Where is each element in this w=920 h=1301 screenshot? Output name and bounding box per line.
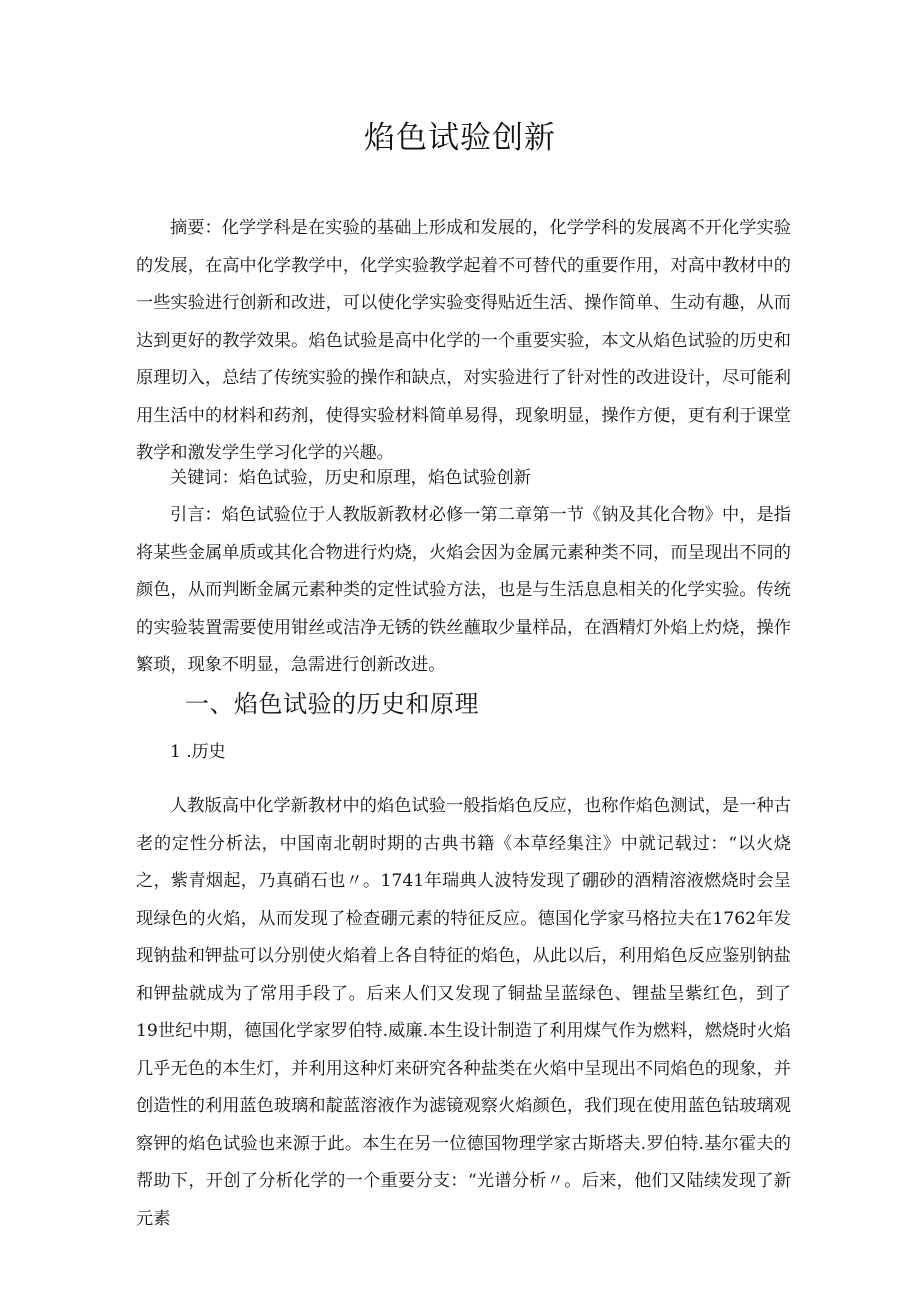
section-heading-history-principle: 一、焰色试验的历史和原理 [185, 690, 479, 718]
document-title: 焰色试验创新 [364, 120, 556, 156]
introduction-paragraph: 引言：焰色试验位于人教版新教材必修一第二章第一节《钠及其化合物》中，是指将某些金属单质或其化合物进行灼烧，火焰会因为金属元素种类不同，而呈现出不同的颜色，从而判断金属元素种类的定性试验方法，也是与生活息息相关的化学实验。传统的实验装置需要使用钳丝或洁净无锈的铁丝蘸取少量样品，在酒精灯外焰上灼烧，操作繁琐，现象不明显，急需进行创新改进。 [136, 505, 791, 675]
subsection-heading-history: 1 .历史 [170, 742, 226, 762]
keywords-paragraph: 关键词：焰色试验，历史和原理，焰色试验创新 [170, 468, 531, 488]
abstract-paragraph: 摘要：化学学科是在实验的基础上形成和发展的，化学学科的发展离不开化学实验的发展，在高中化学教学中，化学实验教学起着不可替代的重要作用，对高中教材中的一些实验进行创新和改进，可以使化学实验变得贴近生活、操作简单、生动有趣，从而达到更好的教学效果。焰色试验是高中化学的一个重要实验，本文从焰色试验的历史和原理切入，总结了传统实验的操作和缺点，对实验进行了针对性的改进设计，尽可能利用生活中的材料和药剂，使得实验材料简单易得，现象明显，操作方便，更有利于课堂教学和激发学生学习化学的兴趣。 [136, 218, 791, 463]
history-paragraph: 人教版高中化学新教材中的焰色试验一般指焰色反应，也称作焰色测试，是一种古老的定性分析法，中国南北朝时期的古典书籍《本草经集注》中就记载过：“以火烧之，紫青烟起，乃真硝石也〃。1741年瑞典人波特发现了硼砂的酒精溶液燃烧时会呈现绿色的火焰，从而发现了检查硼元素的特征反应。德国化学家马格拉夫在1762年发现钠盐和钾盐可以分别使火焰着上各自特征的焰色，从此以后，利用焰色反应鉴别钠盐和钾盐就成为了常用手段了。后来人们又发现了铜盐呈蓝绿色、锂盐呈紫红色，到了19世纪中期，德国化学家罗伯特.威廉.本生设计制造了利用煤气作为燃料，燃烧时火焰几乎无色的本生灯，并利用这种灯来研究各种盐类在火焰中呈现出不同焰色的现象，并创造性的利用蓝色玻璃和靛蓝溶液作为滤镜观察火焰颜色，我们现在使用蓝色钴玻璃观察钾的焰色试验也来源于此。本生在另一位德国物理学家古斯塔夫.罗伯特.基尔霍夫的帮助下，开创了分析化学的一个重要分支：“光谱分析〃。后来，他们又陆续发现了新元素 [136, 796, 791, 1229]
